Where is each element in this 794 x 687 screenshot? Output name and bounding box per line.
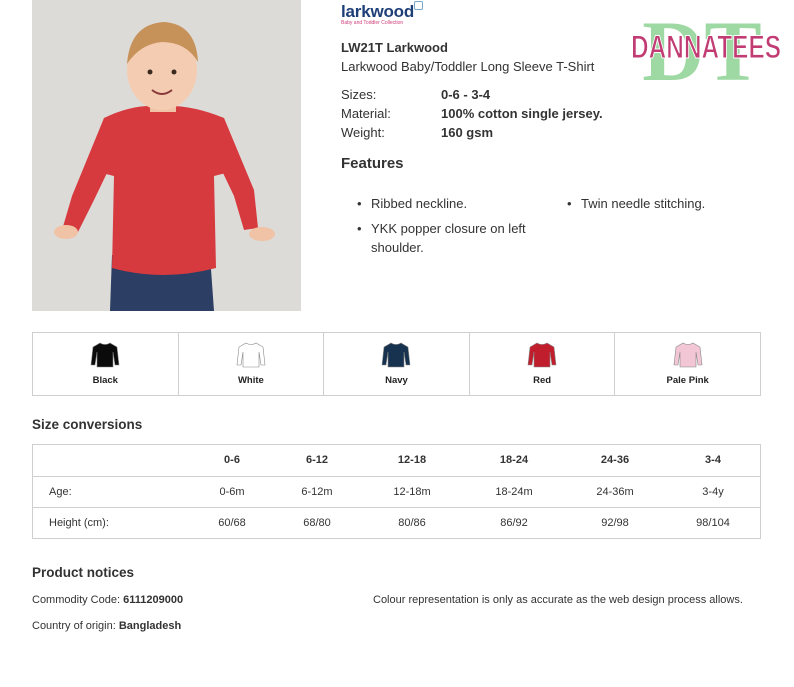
tshirt-icon bbox=[381, 341, 411, 369]
size-conversion-table bbox=[32, 444, 761, 539]
table-cell: 24-36m bbox=[596, 486, 634, 498]
table-cell: 12-18m bbox=[393, 486, 431, 498]
colour-swatches bbox=[32, 332, 761, 396]
row-label: Age: bbox=[49, 486, 72, 498]
colour-swatch-navy[interactable] bbox=[324, 333, 470, 395]
product-photo bbox=[32, 0, 301, 311]
colour-name: Pale Pink bbox=[666, 375, 709, 386]
colour-swatch-pale-pink[interactable] bbox=[615, 333, 760, 395]
table-cell: 6-12m bbox=[301, 486, 333, 498]
spec-label: Weight: bbox=[341, 125, 385, 140]
product-notices-heading: Product notices bbox=[32, 565, 135, 580]
spec-label: Material: bbox=[341, 106, 391, 121]
colour-swatch-black[interactable] bbox=[33, 333, 179, 395]
tshirt-icon bbox=[90, 341, 120, 369]
tshirt-icon bbox=[527, 341, 557, 369]
watermark-initials: DT bbox=[642, 3, 762, 86]
spec-value: 160 gsm bbox=[441, 125, 494, 140]
origin-value: Bangladesh bbox=[118, 620, 182, 632]
brand-mark-icon bbox=[414, 1, 423, 10]
row-label: Height (cm): bbox=[49, 517, 109, 529]
colour-disclaimer: Colour representation is only as accurate as the web design process allows. bbox=[373, 594, 743, 606]
colour-name: Navy bbox=[385, 375, 408, 386]
colour-swatch-white[interactable] bbox=[179, 333, 325, 395]
table-row bbox=[33, 507, 760, 539]
feature-item: • Twin needle stitching. bbox=[581, 194, 751, 213]
table-header-row bbox=[33, 445, 760, 476]
table-cell: 3-4y bbox=[702, 486, 724, 498]
feature-item: • Ribbed neckline. bbox=[371, 194, 541, 213]
table-cell: 60/68 bbox=[218, 517, 246, 529]
watermark-text: DANNATEES bbox=[631, 29, 781, 65]
size-conversions-heading: Size conversions bbox=[32, 417, 143, 432]
country-of-origin bbox=[32, 620, 181, 632]
table-header-cell: 12-18 bbox=[397, 454, 427, 466]
commodity-code-value: 6111209000 bbox=[123, 594, 184, 606]
commodity-code bbox=[32, 594, 183, 606]
commodity-code-label: Commodity Code: bbox=[32, 594, 121, 606]
colour-name: Red bbox=[533, 375, 552, 386]
table-cell: 92/98 bbox=[601, 517, 629, 529]
table-cell: 68/80 bbox=[303, 517, 331, 529]
origin-label: Country of origin: bbox=[32, 620, 116, 632]
spec-label: Sizes: bbox=[341, 87, 377, 102]
brand-tagline: Baby and Toddler Collection bbox=[341, 20, 404, 26]
feature-item: • YKK popper closure on left shoulder. bbox=[371, 219, 541, 257]
table-cell: 80/86 bbox=[398, 517, 426, 529]
table-row bbox=[33, 476, 760, 508]
table-header-cell: 6-12 bbox=[305, 454, 329, 466]
product-title: LW21T Larkwood bbox=[341, 40, 448, 55]
table-header-cell: 18-24 bbox=[499, 454, 529, 466]
brand-logo bbox=[341, 2, 414, 26]
colour-name: Black bbox=[92, 375, 118, 386]
spec-value: 0-6 - 3-4 bbox=[441, 87, 491, 102]
colour-name: White bbox=[237, 375, 264, 386]
brand-name: larkwood bbox=[341, 2, 415, 21]
table-header-cell: 0-6 bbox=[224, 454, 240, 466]
table-cell: 86/92 bbox=[500, 517, 528, 529]
product-description: Larkwood Baby/Toddler Long Sleeve T-Shirt bbox=[341, 59, 595, 74]
tshirt-icon bbox=[673, 341, 703, 369]
table-header-cell: 24-36 bbox=[600, 454, 630, 466]
table-header-cell: 3-4 bbox=[705, 454, 721, 466]
tshirt-icon bbox=[236, 341, 266, 369]
colour-swatch-red[interactable] bbox=[470, 333, 616, 395]
watermark-logo bbox=[628, 0, 788, 86]
spec-value: 100% cotton single jersey. bbox=[441, 106, 603, 121]
table-cell: 18-24m bbox=[495, 486, 533, 498]
table-cell: 98/104 bbox=[696, 517, 730, 529]
features-heading: Features bbox=[341, 155, 404, 172]
table-cell: 0-6m bbox=[219, 486, 245, 498]
